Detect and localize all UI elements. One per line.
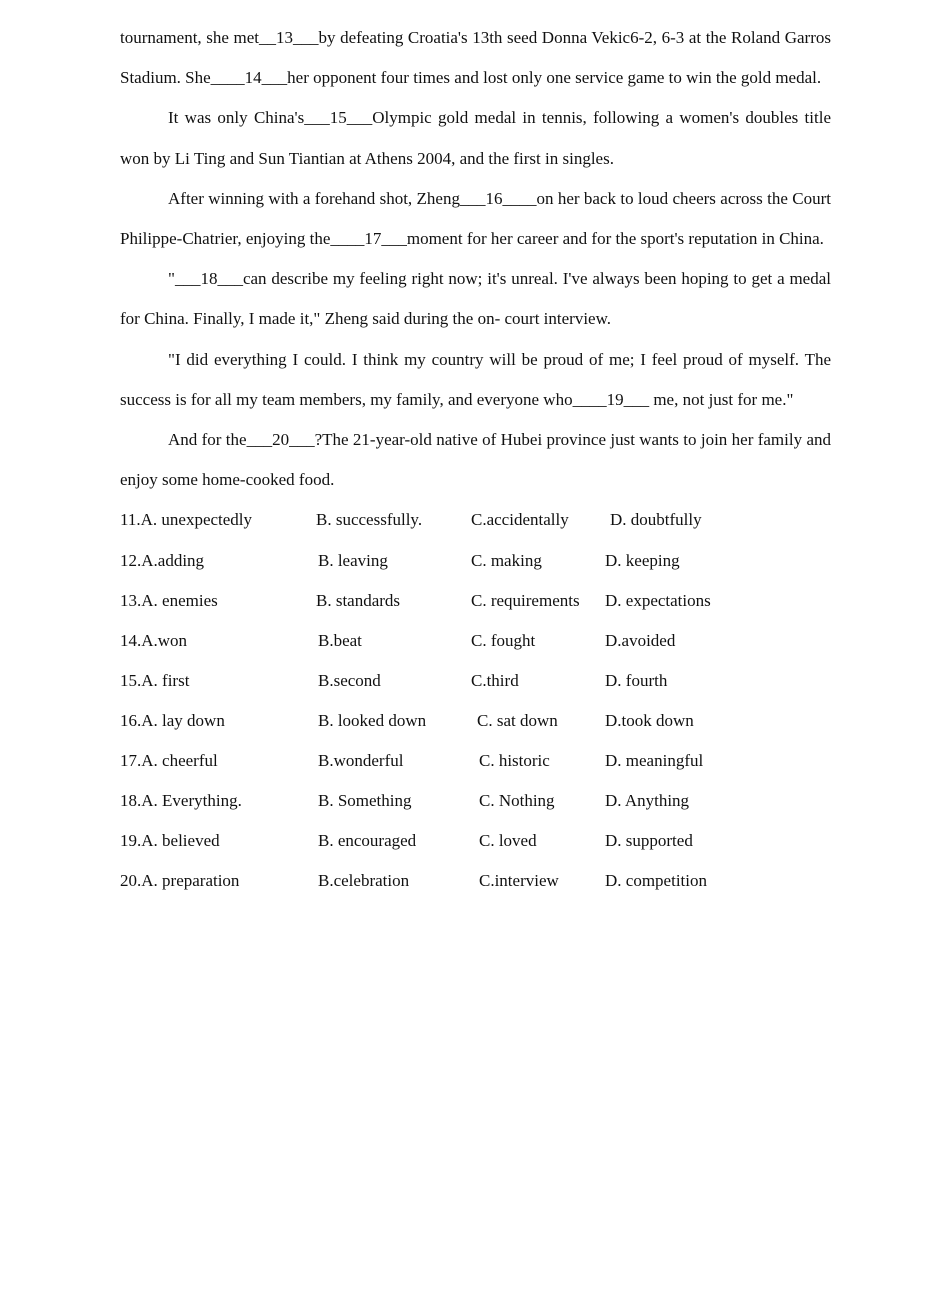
option-11-b: B. successfully. xyxy=(316,510,423,530)
option-15-d: D. fourth xyxy=(605,670,668,690)
option-18-d: D. Anything xyxy=(605,791,690,811)
question-13-options xyxy=(120,581,831,621)
option-13-b: B. standards xyxy=(316,590,401,610)
option-15-b: B.second xyxy=(318,670,381,690)
question-12-options xyxy=(120,541,831,581)
option-19-d: D. supported xyxy=(605,831,693,851)
option-13-a: 13.A. enemies xyxy=(120,590,218,610)
option-11-a: 11.A. unexpectedly xyxy=(120,510,253,530)
paragraph-6: And for the___20___?The 21-year-old native of Hubei province just wants to join her family and enjoy some home-cooked food. xyxy=(120,430,831,490)
paragraph-2: It was only China's___15___Olympic gold medal in tennis, following a women's doubles title won by Li Ting and Sun Tiantian at Athens 2004, and the first in singles. xyxy=(120,108,831,168)
answer-options xyxy=(120,500,831,901)
option-17-a: 17.A. cheerful xyxy=(120,751,218,770)
option-16-b: B. looked down xyxy=(318,710,427,730)
option-20-d: D. competition xyxy=(605,871,707,891)
option-16-d: D.took down xyxy=(605,710,694,730)
option-11-c: C.accidentally xyxy=(471,510,569,530)
option-18-a: 18.A. Everything. xyxy=(120,791,242,811)
option-17-b: B.wonderful xyxy=(318,751,404,770)
option-19-a: 19.A. believed xyxy=(120,831,220,851)
question-17-options xyxy=(120,741,831,781)
document-page xyxy=(120,18,831,901)
option-12-c: C. making xyxy=(471,550,542,570)
option-14-c: C. fought xyxy=(471,630,536,650)
option-18-b: B. Something xyxy=(318,791,412,811)
question-19-options xyxy=(120,821,831,861)
paragraph-4: "___18___can describe my feeling right now; it's unreal. I've always been hoping to get a medal for China. Finally, I made it," Zheng said during the on- court interview. xyxy=(120,269,831,329)
question-14-options xyxy=(120,621,831,661)
option-15-a: 15.A. first xyxy=(120,670,190,690)
question-11-options xyxy=(120,500,831,540)
option-14-b: B.beat xyxy=(318,630,362,650)
option-14-d: D.avoided xyxy=(605,630,676,650)
question-20-options xyxy=(120,861,831,901)
option-20-a: 20.A. preparation xyxy=(120,871,240,891)
paragraph-1: tournament, she met__13___by defeating Croatia's 13th seed Donna Vekic6-2, 6-3 at the Roland Garros Stadium. She____14___her opponent four times and lost only one service game to win the gold medal. xyxy=(120,28,831,88)
option-16-c: C. sat down xyxy=(477,710,558,730)
option-14-a: 14.A.won xyxy=(120,630,188,650)
option-12-b: B. leaving xyxy=(318,550,388,570)
option-15-c: C.third xyxy=(471,670,519,690)
question-18-options xyxy=(120,781,831,821)
option-19-b: B. encouraged xyxy=(318,831,417,851)
paragraph-3: After winning with a forehand shot, Zheng___16____on her back to loud cheers across the Court Philippe-Chatrier, enjoying the____17___moment for her career and for the sport's reputation in China. xyxy=(120,188,831,249)
question-16-options xyxy=(120,701,831,741)
option-12-a: 12.A.adding xyxy=(120,550,205,570)
option-18-c: C. Nothing xyxy=(479,791,555,811)
option-17-d: D. meaningful xyxy=(605,751,704,770)
paragraph-5: "I did everything I could. I think my country will be proud of me; I feel proud of myself. The success is for all my team members, my family, and everyone who____19___ me, not just for me." xyxy=(120,349,831,409)
option-11-d: D. doubtfully xyxy=(610,510,702,530)
option-13-c: C. requirements xyxy=(471,590,580,610)
option-12-d: D. keeping xyxy=(605,550,680,570)
option-17-c: C. historic xyxy=(479,751,550,770)
option-19-c: C. loved xyxy=(479,831,537,851)
option-20-c: C.interview xyxy=(479,871,559,891)
question-15-options xyxy=(120,661,831,701)
option-13-d: D. expectations xyxy=(605,590,711,610)
option-16-a: 16.A. lay down xyxy=(120,710,225,730)
passage xyxy=(120,18,831,500)
option-20-b: B.celebration xyxy=(318,871,410,891)
